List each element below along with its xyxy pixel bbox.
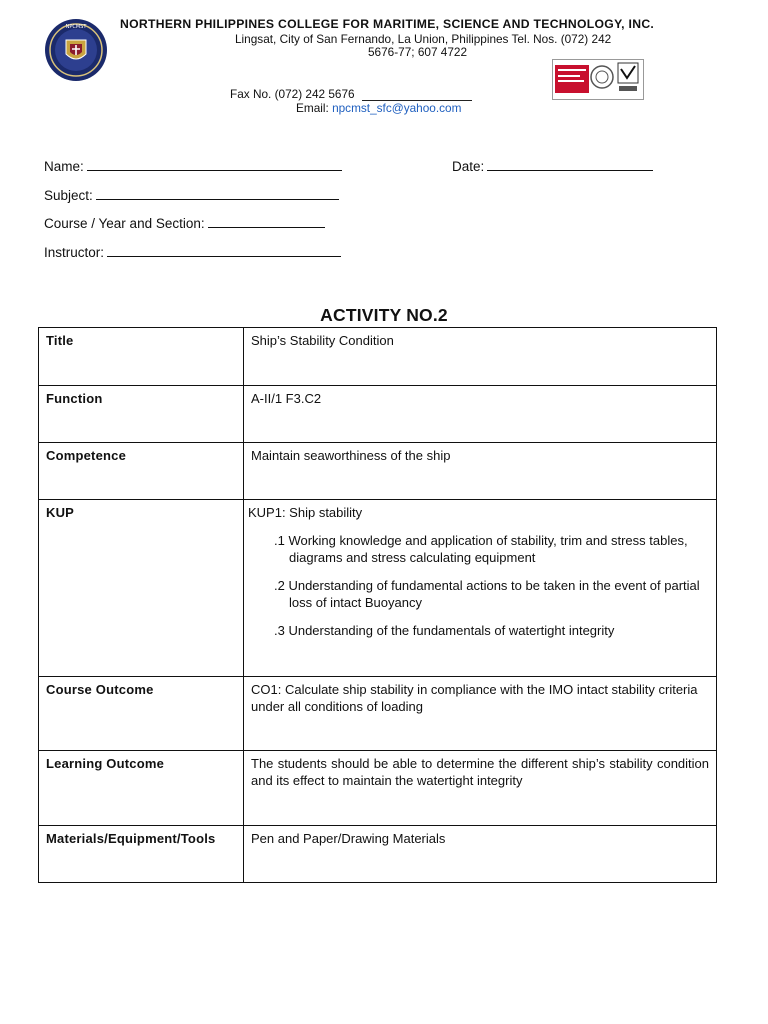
date-field: [452, 159, 653, 174]
name-label: Name:: [44, 159, 84, 174]
email-row: [296, 101, 461, 115]
row-value-kup: [244, 500, 717, 677]
table-row-learning-outcome: [39, 751, 717, 826]
subject-field: [44, 188, 339, 203]
row-value-function: A-II/1 F3.C2: [244, 386, 717, 443]
row-value-learning-outcome: The students should be able to determine the different ship’s stability condition and its effect to maintain the watertight integrity: [244, 751, 717, 826]
table-row-function: [39, 386, 717, 443]
address-line-1: Lingsat, City of San Fernando, La Union, Philippines Tel. Nos. (072) 242: [235, 32, 612, 46]
course-year-section-blank[interactable]: [208, 216, 325, 228]
row-label-kup: KUP: [39, 500, 244, 677]
table-row-title: [39, 328, 717, 386]
row-label-title: Title: [39, 328, 244, 386]
kup-item: .2 Understanding of fundamental actions to be taken in the event of partial loss of intact Buoyancy: [274, 578, 700, 610]
course-year-section-label: Course / Year and Section:: [44, 216, 205, 231]
iso-certification-badge: [552, 59, 644, 100]
fax-number: Fax No. (072) 242 5676: [230, 87, 355, 101]
table-row-competence: [39, 443, 717, 500]
subject-blank[interactable]: [96, 188, 339, 200]
instructor-label: Instructor:: [44, 245, 105, 260]
subject-label: Subject:: [44, 188, 93, 203]
date-label: Date:: [452, 159, 485, 174]
instructor-blank[interactable]: [107, 245, 341, 257]
name-field: [44, 159, 342, 174]
row-value-course-outcome: CO1: Calculate ship stability in compliance with the IMO intact stability criteria under all conditions of loading: [244, 677, 717, 751]
email-label: Email:: [296, 101, 329, 115]
row-label-function: Function: [39, 386, 244, 443]
kup-heading: KUP1: Ship stability: [248, 505, 363, 520]
instructor-field: [44, 245, 341, 260]
row-label-materials: Materials/Equipment/Tools: [39, 826, 244, 883]
row-label-learning-outcome: Learning Outcome: [39, 751, 244, 826]
row-value-competence: Maintain seaworthiness of the ship: [244, 443, 717, 500]
course-year-section-field: [44, 216, 325, 231]
kup-item: .3 Understanding of the fundamentals of watertight integrity: [274, 623, 615, 638]
date-blank[interactable]: [487, 159, 653, 171]
address-line-2: 5676-77; 607 4722: [368, 45, 468, 59]
svg-text:NPCMST: NPCMST: [65, 24, 87, 30]
name-blank[interactable]: [87, 159, 342, 171]
table-row-materials: [39, 826, 717, 883]
activity-table: [38, 327, 717, 883]
table-row-course-outcome: [39, 677, 717, 751]
kup-item: .1 Working knowledge and application of stability, trim and stress tables, diagrams and stress calculating equipment: [274, 533, 688, 565]
college-seal-logo: [44, 18, 108, 82]
row-value-materials: Pen and Paper/Drawing Materials: [244, 826, 717, 883]
table-row-kup: [39, 500, 717, 677]
row-label-competence: Competence: [39, 443, 244, 500]
activity-title: ACTIVITY NO.2: [320, 305, 448, 325]
school-name: NORTHERN PHILIPPINES COLLEGE FOR MARITIME, SCIENCE AND TECHNOLOGY, INC.: [120, 17, 655, 31]
row-value-title: Ship’s Stability Condition: [244, 328, 717, 386]
email-link[interactable]: npcmst_sfc@yahoo.com: [332, 101, 462, 115]
row-label-course-outcome: Course Outcome: [39, 677, 244, 751]
